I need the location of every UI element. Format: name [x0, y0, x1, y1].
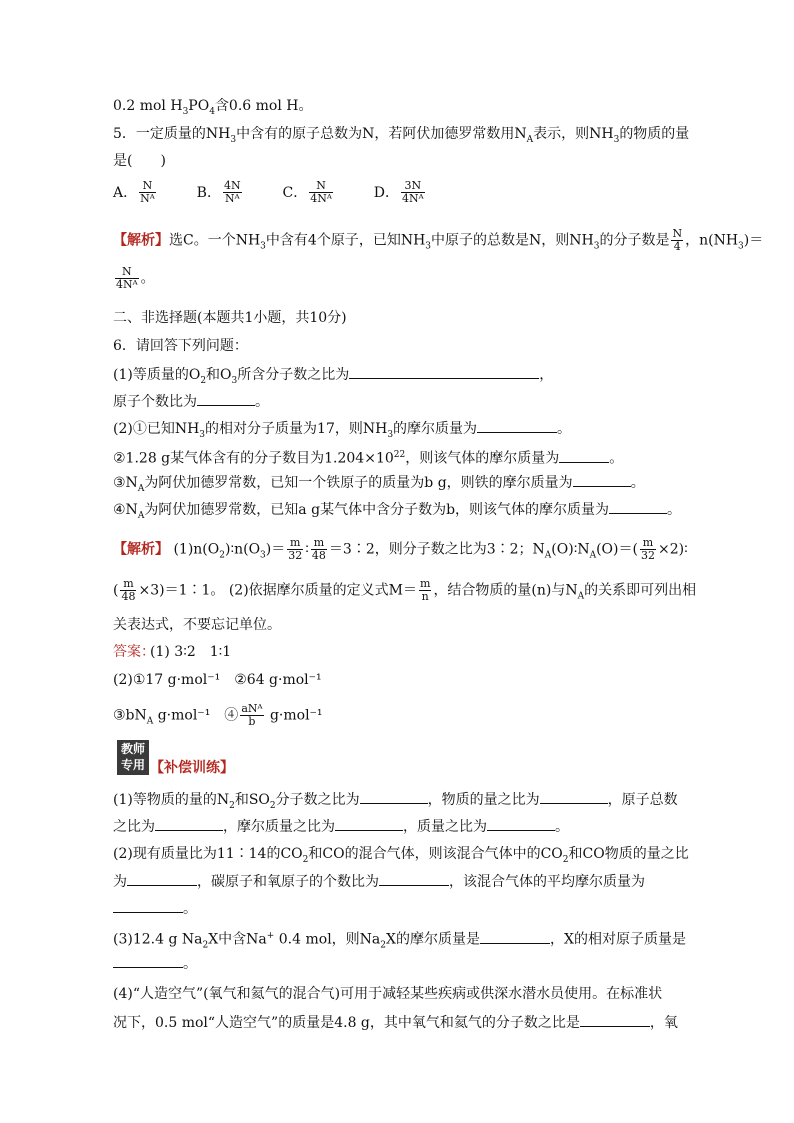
analysis-tag: 【解析】 [113, 232, 169, 249]
answer-6-line1: (1) 3∶2 1∶1 [150, 644, 232, 660]
training-4b: 况下，0.5 mol“人造空气”的质量是4.8 g，其中氧气和氦气的分子数之比是 ，氧 [113, 1012, 678, 1033]
analysis-5-line2: $\frac{N}{\text{4Nᴬ}}$ 。 [116, 265, 155, 291]
answer-blank[interactable] [379, 871, 449, 886]
option-d[interactable]: D． $\frac{3N}{\text{4Nᴬ}}$ [373, 179, 424, 205]
training-3b: 。 [113, 953, 197, 974]
intro-line: 0.2 mol $H_3PO_4$含0.6 mol H。 [113, 98, 313, 117]
option-a[interactable]: A． $\frac{N}{\text{Nᴬ}}$ [113, 179, 155, 205]
answer-blank[interactable] [609, 499, 667, 514]
training-4a: (4)“人造空气”(氧气和氦气的混合气)可用于减轻某些疾病或供深水潜水员使用。在标准状 [113, 986, 663, 1002]
option-c[interactable]: C． $\frac{N}{\text{4Nᴬ}}$ [282, 179, 332, 205]
answer-blank[interactable] [113, 953, 183, 968]
training-2b: 为 ，碳原子和氧原子的个数比为 ，该混合气体的平均摩尔质量为 [113, 871, 645, 892]
answer-6-line2: (2)①17 g·mol⁻¹ ②64 g·mol⁻¹ [113, 672, 322, 688]
answer-blank[interactable] [349, 364, 539, 379]
analysis-6-line3: 关表达式，不要忘记单位。 [113, 617, 281, 633]
training-2a: (2)现有质量比为11∶14的$CO_2$和CO的混合气体，则该混合气体中的$CO_2$和CO物质的量之比 [113, 846, 689, 865]
answer-6-tag: 答案： [113, 644, 155, 660]
question-6-part1: (1)等质量的$O_2$和$O_3$所含分子数之比为 ， [113, 364, 553, 391]
answer-blank[interactable] [360, 789, 428, 804]
question-6-part2-3: $③N_A$为阿伏加德罗常数，已知一个铁原子的质量为b g，则铁的摩尔质量为 。 [113, 472, 645, 499]
training-1b: 之比为 ，摩尔质量之比为 ，质量之比为 。 [113, 816, 569, 837]
question-6-head: 6．请回答下列问题： [113, 338, 248, 354]
training-3a: (3)12.4 g $Na_2X$中含Na+ 0.4 mol，则$Na_2X$的摩尔质量是 ，X的相对原子质量是 [113, 926, 686, 955]
section-2-heading: 二、非选择题(本题共1小题，共10分) [113, 310, 347, 326]
analysis-6-line2: ( $\frac{m}{48}$ ×3)＝1∶1。 (2)依据摩尔质量的定义式M＝ $\frac{m}{n}$ ，结合物质的量(n)与$N_A$的关系即可列出相 [113, 577, 697, 603]
analysis-5-line1: 【解析】选C。一个$NH_3$中含有4个原子，已知$NH_3$中原子的总数是N，则$NH_3$的分子数是 $\frac{N}{4}$ ，$n(NH_3)=$ [113, 227, 764, 253]
answer-blank[interactable] [155, 816, 223, 831]
question-6-part1b: 原子个数比为 。 [113, 391, 269, 412]
question-6-part2-4: $④N_A$为阿伏加德罗常数，已知a g某气体中含分子数为b，则该气体的摩尔质量为 。 [113, 499, 681, 526]
answer-blank[interactable] [573, 472, 631, 487]
training-2c: 。 [113, 898, 197, 919]
answer-blank[interactable] [559, 448, 609, 463]
answer-blank[interactable] [197, 391, 255, 406]
option-b[interactable]: B． $\frac{4N}{\text{Nᴬ}}$ [196, 179, 241, 205]
answer-blank[interactable] [113, 898, 183, 913]
answer-blank[interactable] [480, 929, 550, 944]
answer-6-line3: $③bN_A$ g·mol⁻¹ ④ $\frac{\text{aNᴬ}}{b}$ g·mol⁻¹ [113, 702, 323, 728]
answer-blank[interactable] [580, 1012, 650, 1027]
answer-blank[interactable] [477, 418, 557, 433]
analysis-6-line1: 【解析】 $(1)n(O_2)∶n(O_3)=$ $\frac{m}{32}$ ∶ $\frac{m}{48}$ ＝3∶2，则分子数之比为3∶2；$N_A(O)∶N_A(O)=$( $\frac{m}{32}$ ×2)∶ [113, 536, 688, 562]
answer-blank[interactable] [127, 871, 197, 886]
question-6-part2-2: ②1.28 g某气体含有的分子数目为$1.204\times 10^{22}$，则该气体的摩尔质量为 。 [113, 445, 623, 469]
question-6-part2-1: (2)①已知$NH_3$的相对分子质量为17，则$NH_3$的摩尔质量为 。 [113, 418, 571, 445]
question-5-options [113, 180, 427, 205]
question-5-stem: 5．一定质量的$NH_3$中含有的原子总数为N，若阿伏加德罗常数用$N_A$表示，则$NH_3$的物质的量 [113, 126, 690, 145]
answer-blank[interactable] [540, 789, 608, 804]
answer-blank[interactable] [335, 816, 403, 831]
teacher-badge: 教师 专用 [117, 740, 149, 775]
training-1a: (1)等物质的量的$N_2$和$SO_2$分子数之比为 ，物质的量之比为 ，原子总数 [113, 789, 678, 816]
question-5-stem-2: 是( ) [113, 153, 166, 169]
supplementary-tag: 【补偿训练】 [150, 760, 234, 776]
answer-blank[interactable] [487, 816, 555, 831]
